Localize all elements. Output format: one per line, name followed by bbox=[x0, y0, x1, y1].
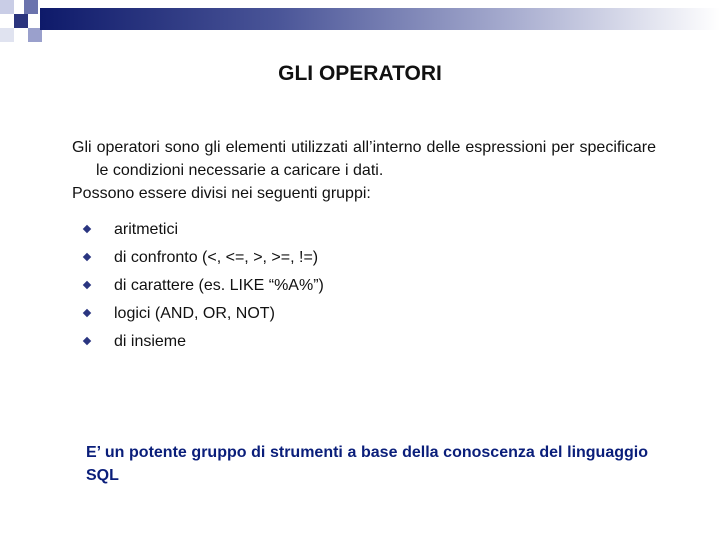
list-item-label: di insieme bbox=[114, 333, 187, 350]
footer-note: E’ un potente gruppo di strumenti a base della conoscenza del linguaggio SQL bbox=[86, 444, 648, 484]
list-item bbox=[84, 216, 324, 244]
list-item-label: di confronto (<, <=, >, >=, !=) bbox=[114, 249, 319, 266]
decor-square bbox=[28, 28, 42, 42]
intro-paragraph: Gli operatori sono gli elementi utilizzati all’interno delle espressioni per specificare le condizioni necessarie a caricare i dati. bbox=[72, 139, 656, 179]
operator-groups-list bbox=[84, 216, 324, 356]
diamond-bullet-icon bbox=[83, 281, 91, 289]
diamond-bullet-icon bbox=[83, 225, 91, 233]
decor-square bbox=[14, 14, 28, 28]
list-item bbox=[84, 300, 324, 328]
diamond-bullet-icon bbox=[83, 337, 91, 345]
header-gradient-bar bbox=[40, 8, 720, 30]
intro-paragraph: Possono essere divisi nei seguenti gruppi: bbox=[72, 185, 371, 202]
list-item-label: di carattere (es. LIKE “%A%”) bbox=[114, 277, 324, 294]
slide-title: GLI OPERATORI bbox=[278, 62, 442, 85]
decor-square bbox=[24, 0, 38, 14]
list-item-label: aritmetici bbox=[114, 221, 179, 238]
list-item bbox=[84, 272, 324, 300]
diamond-bullet-icon bbox=[83, 253, 91, 261]
decor-square bbox=[0, 28, 14, 42]
list-item bbox=[84, 244, 324, 272]
list-item-label: logici (AND, OR, NOT) bbox=[114, 305, 275, 322]
list-item bbox=[84, 328, 324, 356]
intro-text bbox=[72, 136, 656, 205]
diamond-bullet-icon bbox=[83, 309, 91, 317]
decor-square bbox=[0, 0, 14, 14]
